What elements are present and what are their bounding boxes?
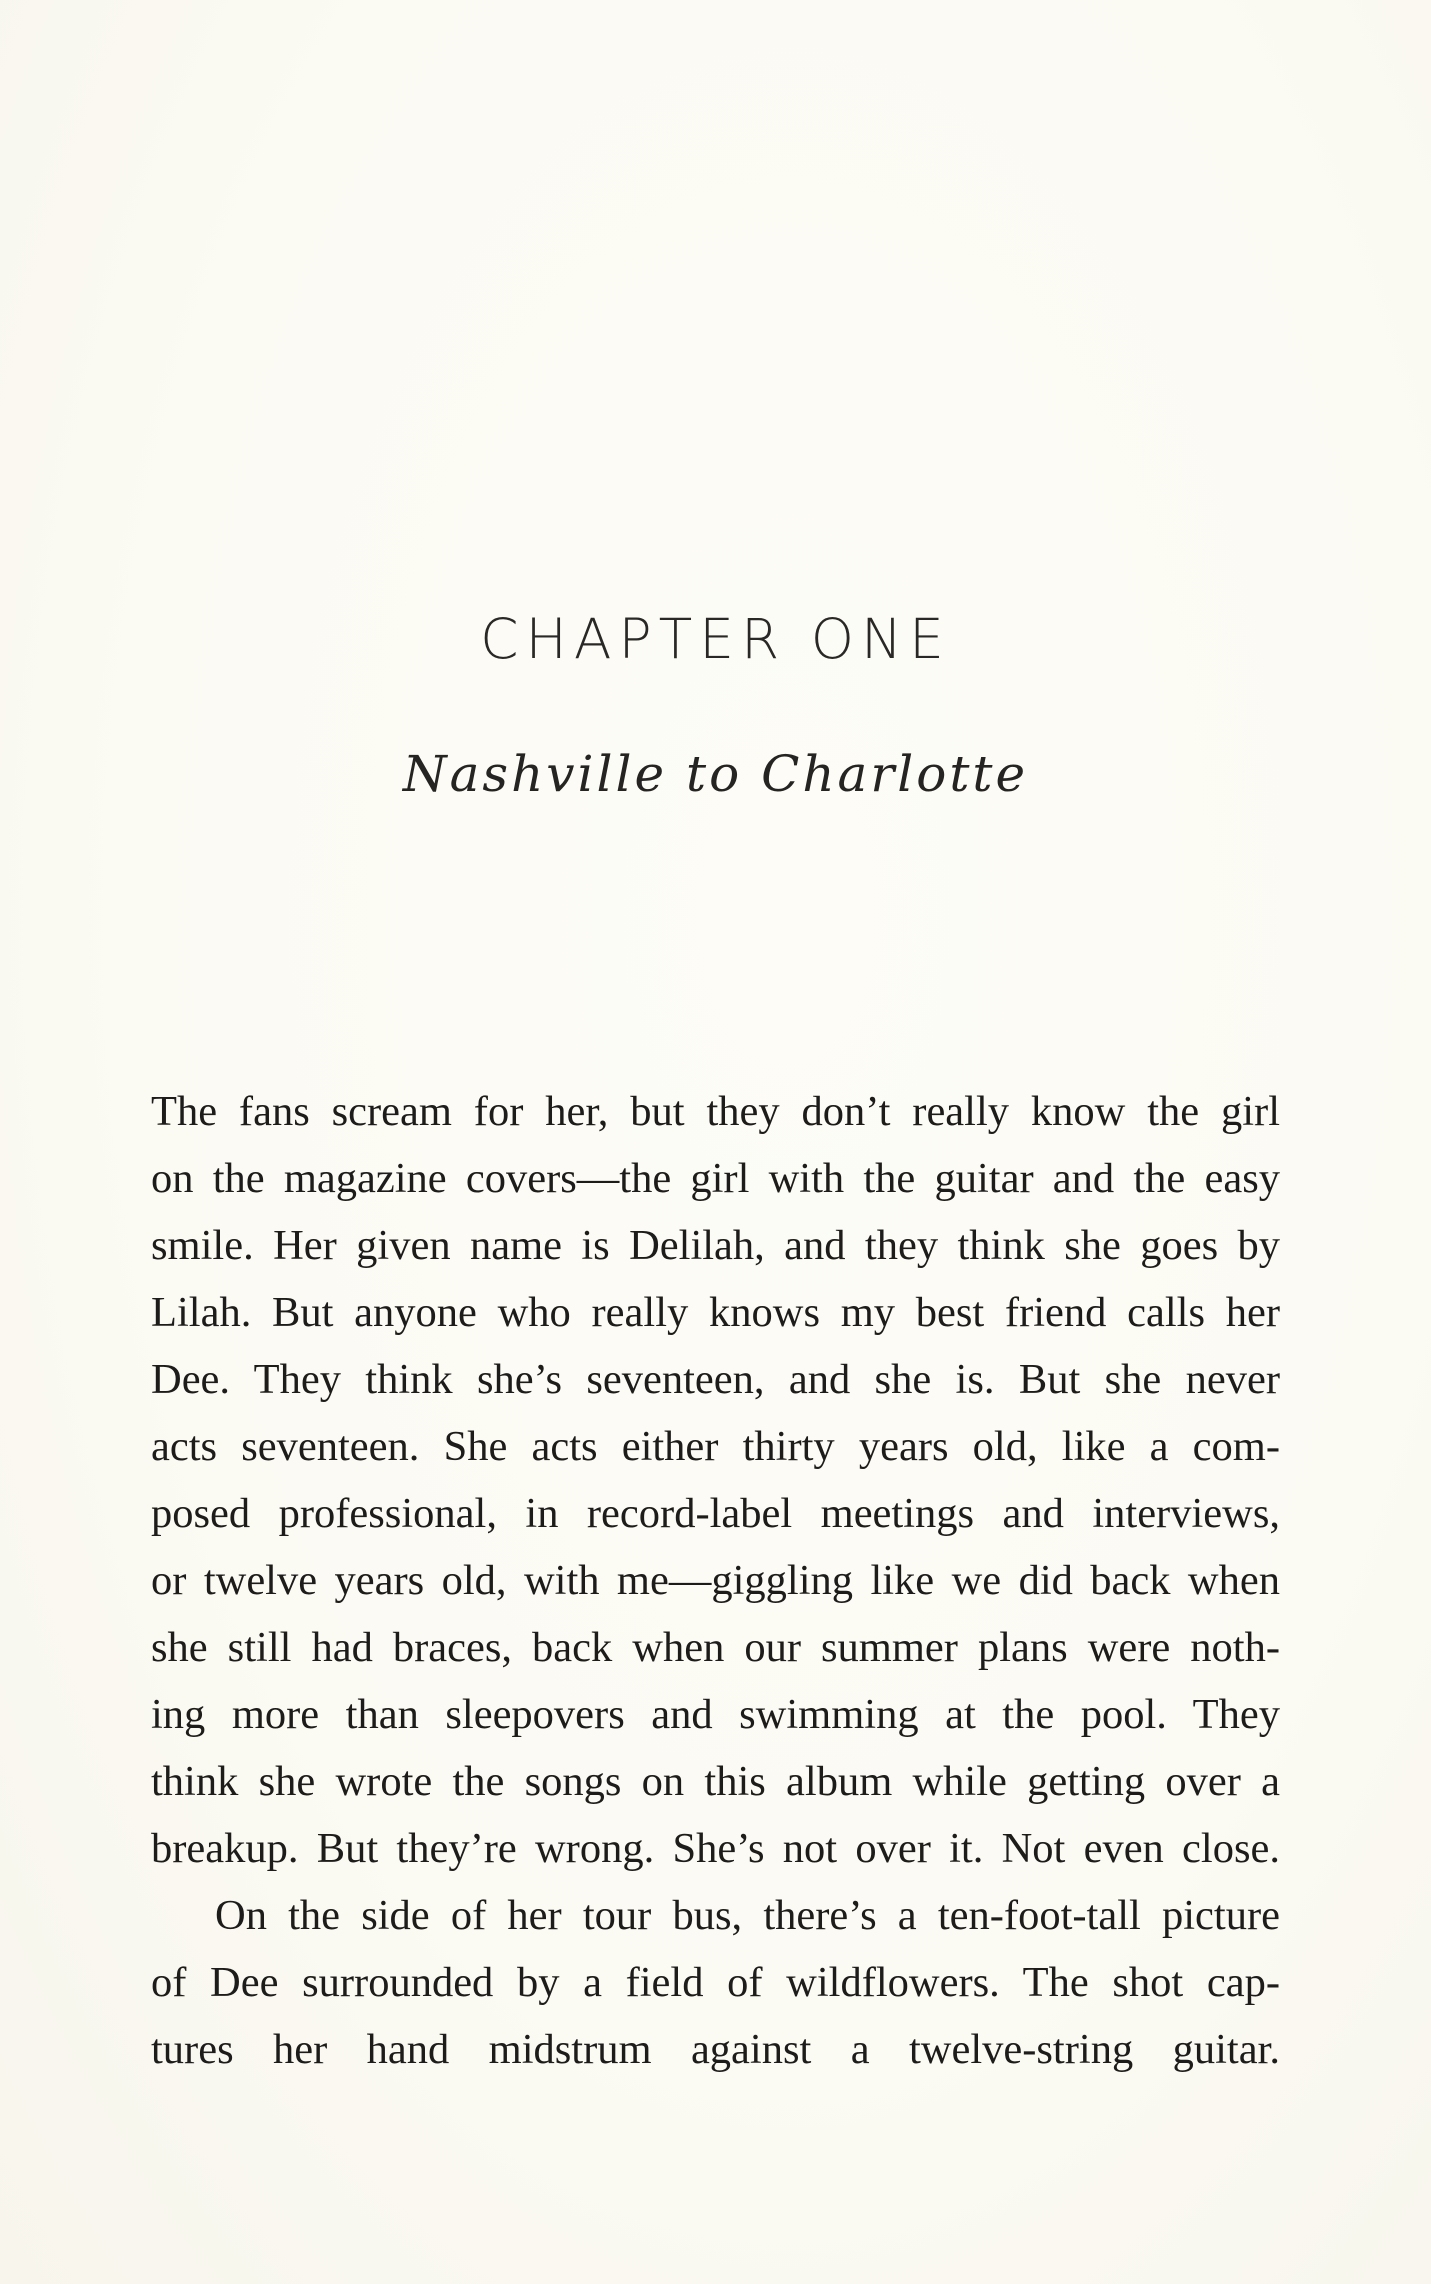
text-line: tures her hand midstrum against a twelve-string guitar.: [151, 2026, 1280, 2073]
text-line: The fans scream for her, but they don’t really know the girl: [151, 1088, 1280, 1135]
text-line: On the side of her tour bus, there’s a ten-foot-tall picture: [215, 1892, 1280, 1939]
text-line: posed professional, in record-label meetings and interviews,: [151, 1490, 1280, 1537]
paragraph-2: [151, 1882, 1280, 2083]
chapter-subtitle: Nashville to Charlotte: [402, 745, 1029, 803]
text-line: breakup. But they’re wrong. She’s not over it. Not even close.: [151, 1825, 1280, 1872]
text-line: ing more than sleepovers and swimming at the pool. They: [151, 1691, 1280, 1738]
text-line: on the magazine covers—the girl with the guitar and the easy: [151, 1155, 1280, 1202]
chapter-title: CHAPTER ONE: [480, 607, 951, 671]
text-line: she still had braces, back when our summer plans were noth-: [151, 1624, 1280, 1671]
chapter-body: [151, 1078, 1280, 2083]
text-line: acts seventeen. She acts either thirty years old, like a com-: [151, 1423, 1280, 1470]
text-line: Lilah. But anyone who really knows my best friend calls her: [151, 1289, 1280, 1336]
text-line: of Dee surrounded by a field of wildflowers. The shot cap-: [151, 1959, 1280, 2006]
paragraph-1: [151, 1078, 1280, 1882]
text-line: think she wrote the songs on this album while getting over a: [151, 1758, 1280, 1805]
text-line: or twelve years old, with me—giggling like we did back when: [151, 1557, 1280, 1604]
text-line: Dee. They think she’s seventeen, and she is. But she never: [151, 1356, 1280, 1403]
text-line: smile. Her given name is Delilah, and they think she goes by: [151, 1222, 1280, 1269]
